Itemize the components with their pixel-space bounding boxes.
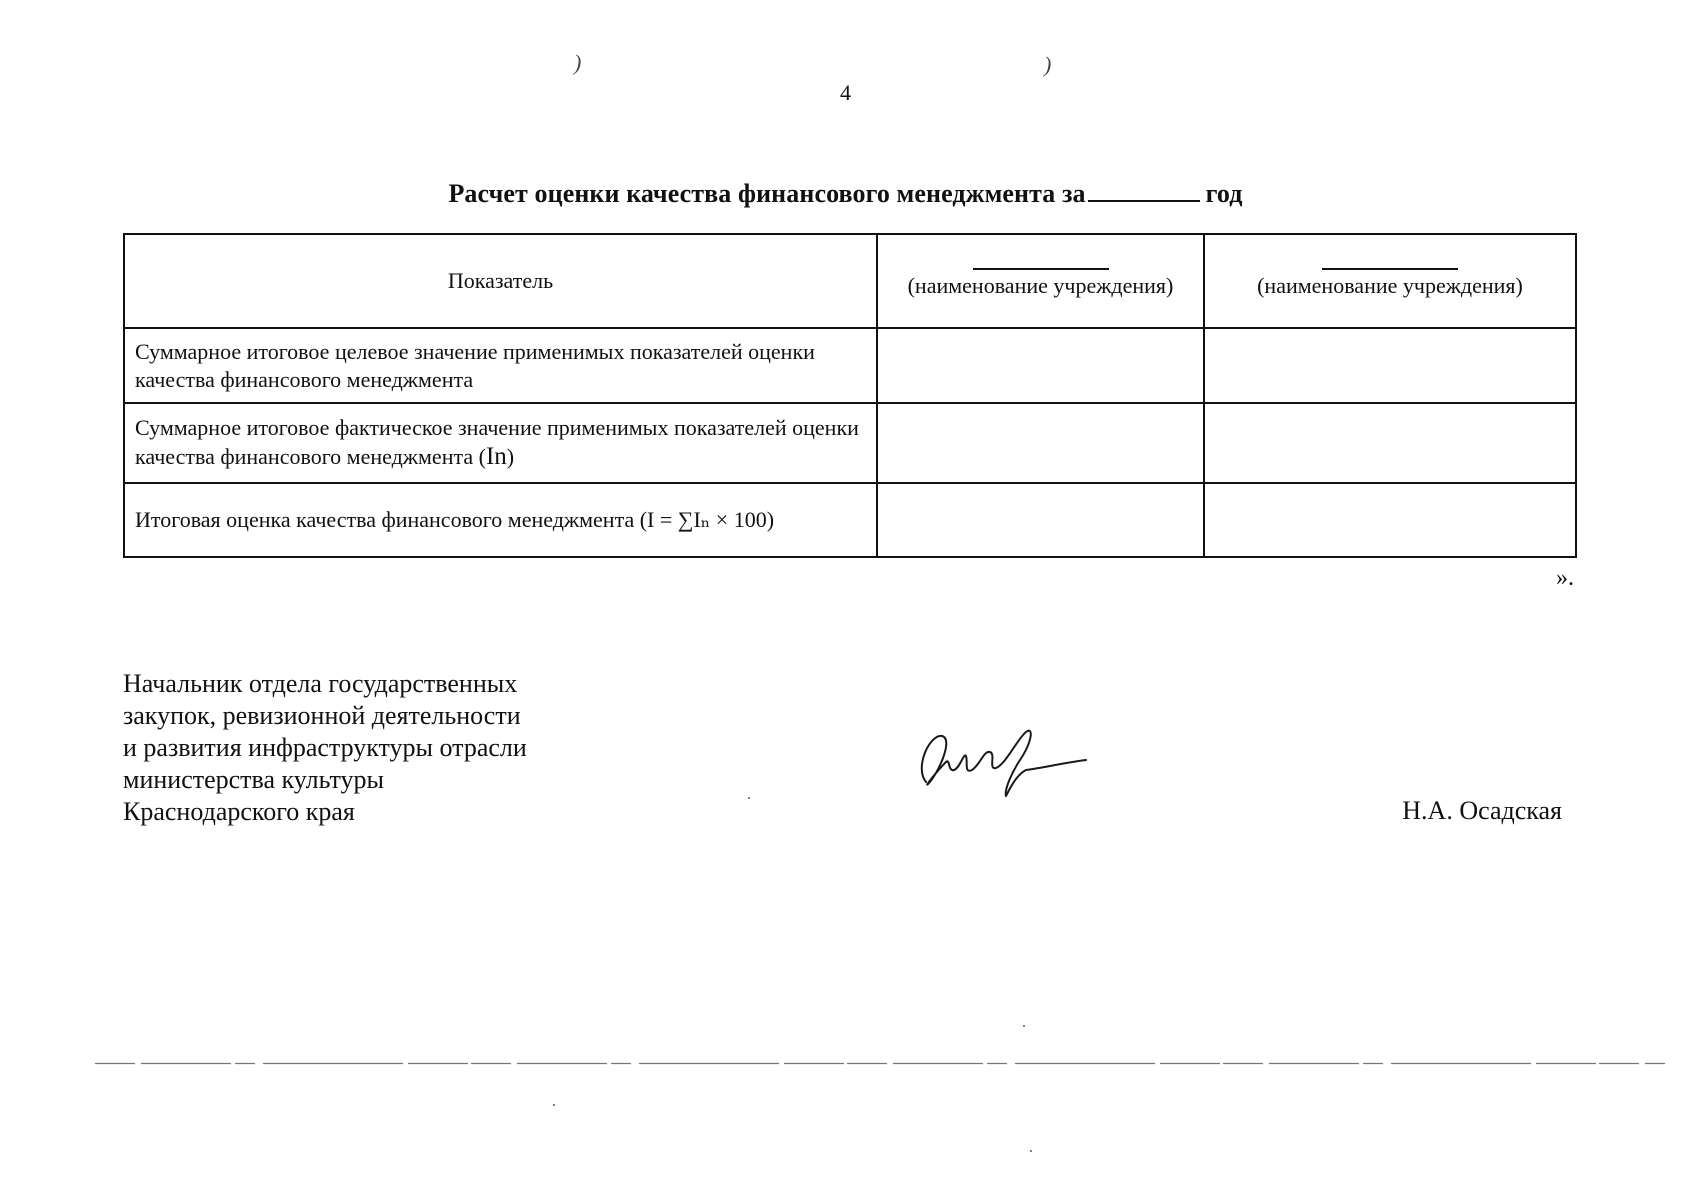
row-value-cell — [1204, 328, 1576, 403]
signer-position-line: министерства культуры — [123, 765, 384, 794]
row-label-target-sum: Суммарное итоговое целевое значение применимых показателей оценки качества финансового менеджмента — [124, 328, 877, 403]
title-year-word: год — [1205, 179, 1243, 208]
signer-position-line: Краснодарского края — [123, 797, 355, 826]
header-institution-1-label: (наименование учреждения) — [907, 272, 1174, 298]
row-value-cell — [877, 403, 1204, 483]
closing-quote: ». — [1556, 565, 1574, 591]
title-text: Расчет оценки качества финансового менеджмента за — [448, 179, 1086, 208]
header-institution-1 — [877, 234, 1204, 328]
scan-speck — [1030, 1150, 1032, 1152]
header-indicator: Показатель — [124, 234, 877, 328]
signer-position — [123, 668, 527, 828]
in-symbol: In — [485, 443, 507, 471]
row-label-actual-sum-text: Суммарное итоговое фактическое значение применимых показателей оценки качества финансового менеджмента ( — [135, 414, 859, 470]
scan-artifact-line — [95, 1062, 1665, 1065]
table-row — [124, 328, 1576, 403]
signer-position-line: Начальник отдела государственных — [123, 669, 518, 698]
header-institution-2-label: (наименование учреждения) — [1257, 272, 1523, 298]
row-label-final-score: Итоговая оценка качества финансового менеджмента (I = ∑Iₙ × 100) — [124, 483, 877, 557]
fm-table — [123, 233, 1577, 558]
scan-speck — [1023, 1025, 1025, 1027]
table-header-row — [124, 234, 1576, 328]
row-value-cell — [1204, 483, 1576, 557]
signer-position-line: закупок, ревизионной деятельности — [123, 701, 521, 730]
table-row — [124, 403, 1576, 483]
scan-speck — [553, 1104, 555, 1106]
table-row — [124, 483, 1576, 557]
institution-name-blank — [973, 268, 1109, 270]
page-number: 4 — [840, 80, 851, 105]
scan-mark: ) — [574, 50, 582, 75]
row-value-cell — [877, 328, 1204, 403]
row-label-actual-sum — [124, 403, 877, 483]
year-blank — [1088, 178, 1200, 202]
document-title — [0, 178, 1691, 209]
scan-speck — [748, 797, 750, 799]
signer-position-line: и развития инфраструктуры отрасли — [123, 733, 527, 762]
scan-mark: ) — [1044, 52, 1052, 77]
signer-name: Н.А. Осадская — [1402, 796, 1562, 825]
header-institution-2 — [1204, 234, 1576, 328]
row-label-actual-sum-end: ) — [506, 444, 515, 470]
institution-name-blank — [1322, 268, 1458, 270]
row-value-cell — [877, 483, 1204, 557]
handwritten-signature — [908, 712, 1088, 802]
row-value-cell — [1204, 403, 1576, 483]
